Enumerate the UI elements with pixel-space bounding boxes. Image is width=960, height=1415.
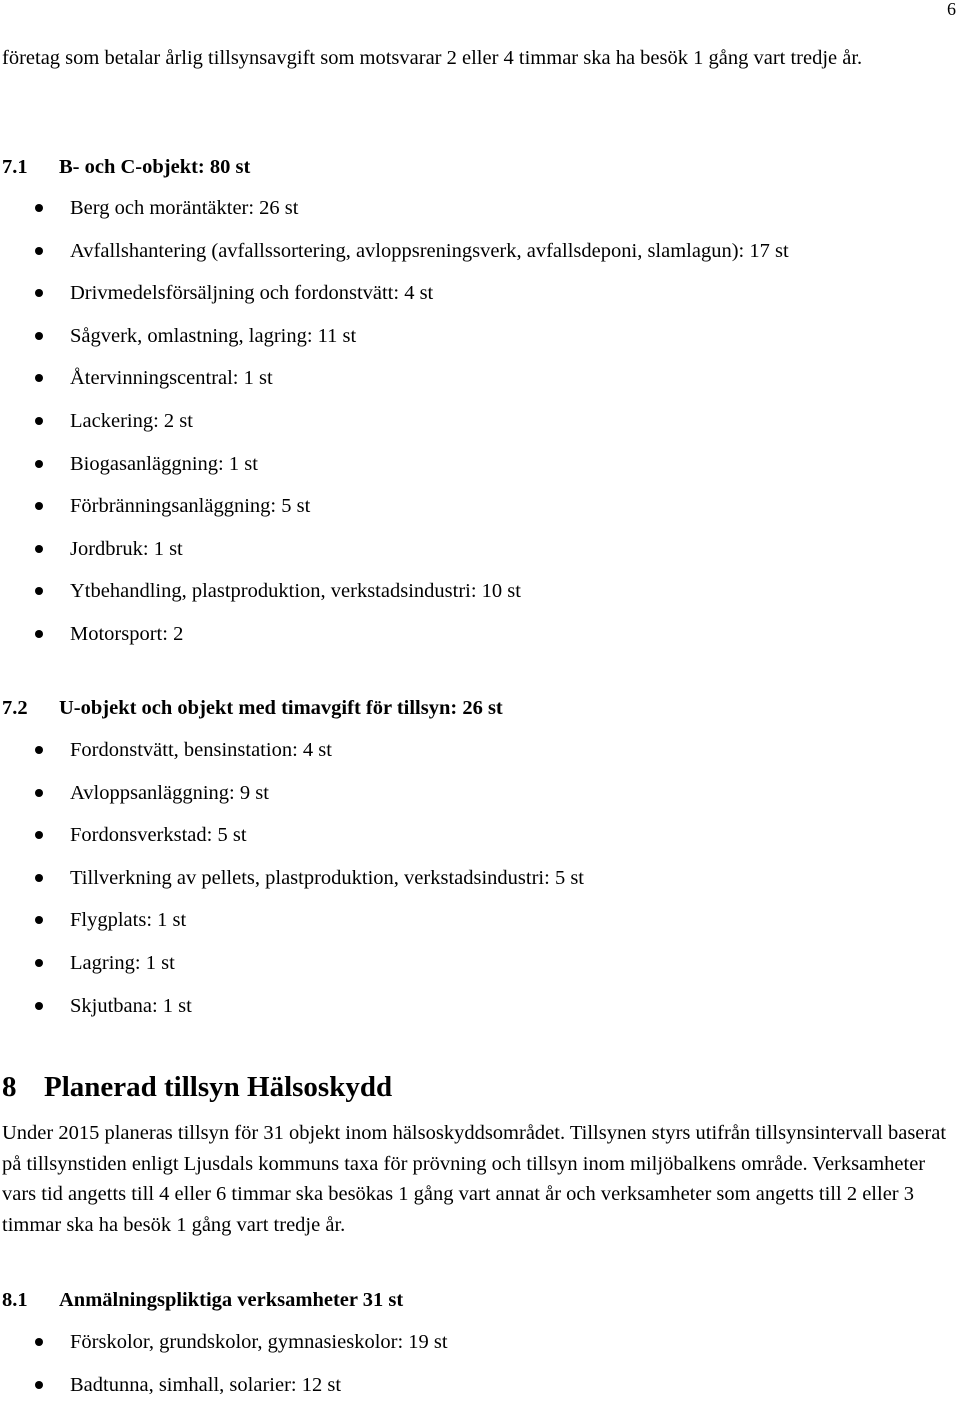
section-number: 8.1 [2, 1289, 28, 1311]
list-item-text: Sågverk, omlastning, lagring: 11 st [70, 324, 357, 347]
list-item-text: Drivmedelsförsäljning och fordonstvätt: 4 st [70, 282, 434, 305]
bullet-icon [35, 1338, 43, 1346]
page-number: 6 [947, 0, 956, 19]
bullet-icon [35, 460, 43, 468]
bullet-icon [35, 1002, 43, 1010]
bullet-icon [35, 916, 43, 924]
list-item [0, 537, 789, 580]
section-title: U-objekt och objekt med timavgift för tillsyn: 26 st [59, 697, 503, 719]
bullet-icon [35, 831, 43, 839]
bullet-icon [35, 332, 43, 340]
section-7-1-heading [2, 155, 250, 179]
list-item-text: Badtunna, simhall, solarier: 12 st [70, 1373, 342, 1396]
list-item [0, 409, 789, 452]
bullet-icon [35, 289, 43, 297]
list-item [0, 452, 789, 495]
list-item-text: Förskolor, grundskolor, gymnasieskolor: 19 st [70, 1331, 448, 1353]
bullet-icon [35, 204, 43, 212]
section-8-1-heading [2, 1288, 403, 1312]
list-item [0, 994, 584, 1037]
list-item [0, 866, 584, 909]
list-item [0, 622, 789, 665]
list-item-text: Återvinningscentral: 1 st [70, 367, 273, 390]
list-item-text: Förbränningsanläggning: 5 st [70, 495, 311, 518]
list-item-text: Flygplats: 1 st [70, 909, 187, 932]
bullet-icon [35, 545, 43, 553]
section-number: 8 [2, 1071, 17, 1103]
list-item-text: Ytbehandling, plastproduktion, verkstadsindustri: 10 st [70, 580, 521, 603]
list-item-text: Motorsport: 2 [70, 622, 184, 645]
list-item [0, 738, 584, 781]
list-item-text: Avfallshantering (avfallssortering, avloppsreningsverk, avfallsdeponi, slamlagun): 17 st [70, 239, 789, 262]
list-item-text: Fordonstvätt, bensinstation: 4 st [70, 739, 332, 761]
list-item [0, 324, 789, 367]
list-item [0, 823, 584, 866]
list-item [0, 1373, 448, 1415]
bullet-icon [35, 502, 43, 510]
bullet-icon [35, 417, 43, 425]
list-item [0, 951, 584, 994]
intro-paragraph: företag som betalar årlig tillsynsavgift som motsvarar 2 eller 4 timmar ska ha besök 1 gång vart tredje år. [2, 47, 863, 69]
section-8-heading [2, 1070, 392, 1104]
list-item-text: Biogasanläggning: 1 st [70, 452, 258, 475]
list-item [0, 1330, 448, 1373]
list-item-text: Tillverkning av pellets, plastproduktion, verkstadsindustri: 5 st [70, 866, 584, 889]
section-8-paragraph: Under 2015 planeras tillsyn för 31 objekt inom hälsoskyddsområdet. Tillsynen styrs utifrån tillsynsintervall baserat på tillsynstiden enligt Ljusdals kommuns taxa för prövning och tillsyn inom miljöbalkens område. Verksamheter vars tid angetts till 4 eller 6 timmar ska besökas 1 gång vart annat år och verksamheter som angetts till 2 eller 3 timmar ska ha besök 1 gång vart tredje år. [2, 1122, 947, 1236]
list-item [0, 494, 789, 537]
bullet-icon [35, 746, 43, 754]
bullet-icon [35, 789, 43, 797]
bullet-icon [35, 1381, 43, 1389]
section-number: 7.2 [2, 697, 28, 719]
section-title: Planerad tillsyn Hälsoskydd [44, 1071, 393, 1103]
list-item [0, 781, 584, 824]
section-7-1-list [0, 196, 789, 665]
list-item [0, 908, 584, 951]
list-item [0, 239, 789, 282]
bullet-icon [35, 630, 43, 638]
bullet-icon [35, 247, 43, 255]
section-7-2-list [0, 738, 584, 1036]
list-item [0, 281, 789, 324]
bullet-icon [35, 874, 43, 882]
list-item-text: Skjutbana: 1 st [70, 994, 192, 1017]
bullet-icon [35, 959, 43, 967]
section-title: B- och C-objekt: 80 st [59, 156, 251, 178]
list-item-text: Berg och moräntäkter: 26 st [70, 197, 299, 219]
list-item-text: Lackering: 2 st [70, 409, 193, 432]
list-item-text: Avloppsanläggning: 9 st [70, 781, 269, 804]
list-item [0, 579, 789, 622]
list-item-text: Jordbruk: 1 st [70, 537, 183, 560]
section-7-2-heading [2, 696, 503, 720]
list-item-text: Lagring: 1 st [70, 951, 175, 974]
bullet-icon [35, 374, 43, 382]
section-number: 7.1 [2, 156, 28, 178]
list-item [0, 366, 789, 409]
list-item-text: Fordonsverkstad: 5 st [70, 824, 247, 847]
section-8-1-list [0, 1330, 448, 1415]
bullet-icon [35, 587, 43, 595]
section-title: Anmälningspliktiga verksamheter 31 st [59, 1289, 404, 1311]
list-item [0, 196, 789, 239]
